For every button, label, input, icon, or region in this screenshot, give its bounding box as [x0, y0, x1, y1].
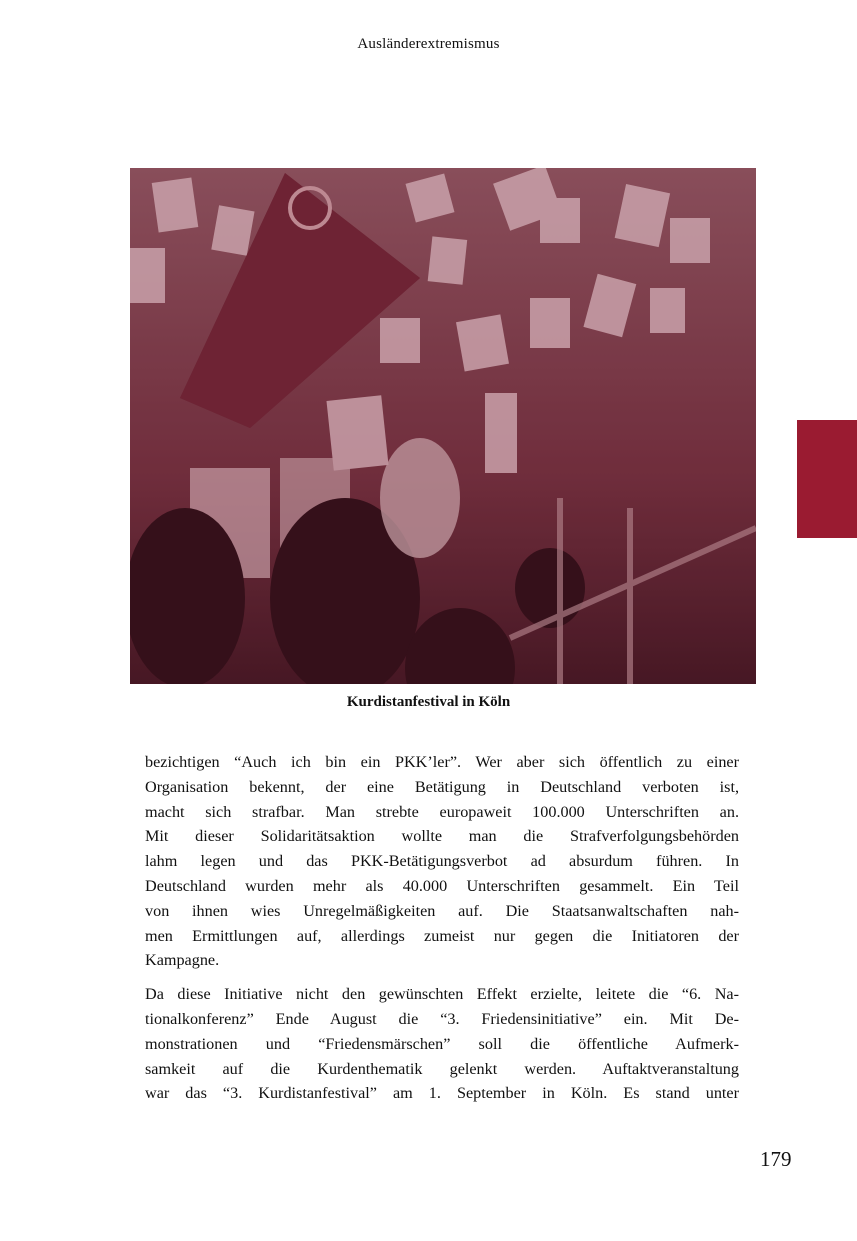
text-line: monstrationen und “Friedensmärschen” soll die öffentliche Aufmerk- — [145, 1034, 739, 1053]
text-line: von ihnen wies Unregelmäßigkeiten auf. Die Staatsanwaltschaften nah- — [145, 901, 739, 920]
text-line: Deutschland wurden mehr als 40.000 Unterschriften gesammelt. Ein Teil — [145, 876, 739, 895]
photo-caption: Kurdistanfestival in Köln — [346, 694, 511, 710]
text-line: Organisation bekennt, der eine Betätigung in Deutschland verboten ist, — [145, 777, 739, 796]
text-line: lahm legen und das PKK-Betätigungsverbot ad absurdum führen. In — [145, 852, 739, 871]
festival-photo — [130, 168, 756, 684]
text-line: Kampagne. — [145, 951, 220, 970]
text-line: macht sich strafbar. Man strebte europaweit 100.000 Unterschriften an. — [145, 802, 739, 821]
text-line: war das “3. Kurdistanfestival” am 1. September in Köln. Es stand unter — [145, 1084, 739, 1103]
body-text — [145, 750, 739, 1115]
page-number: 179 — [760, 1147, 792, 1171]
paragraph-1 — [145, 750, 739, 973]
text-line: Mit dieser Solidaritätsaktion wollte man die Strafverfolgungsbehörden — [145, 827, 739, 846]
text-line: tionalkonferenz” Ende August die “3. Friedensinitiative” ein. Mit De- — [145, 1009, 739, 1028]
paragraph-2 — [145, 982, 739, 1106]
text-line: samkeit auf die Kurdenthematik gelenkt werden. Auftaktveranstaltung — [145, 1059, 739, 1078]
text-line: Da diese Initiative nicht den gewünschten Effekt erzielte, leitete die “6. Na- — [145, 985, 739, 1004]
running-title: Ausländerextremismus — [357, 36, 500, 52]
chapter-tab-marker — [797, 420, 857, 538]
text-line: bezichtigen “Auch ich bin ein PKK’ler”. Wer aber sich öffentlich zu einer — [145, 753, 739, 771]
crowd-photo-illustration — [130, 168, 756, 684]
text-line: men Ermittlungen auf, allerdings zumeist nur gegen die Initiatoren der — [145, 926, 739, 945]
